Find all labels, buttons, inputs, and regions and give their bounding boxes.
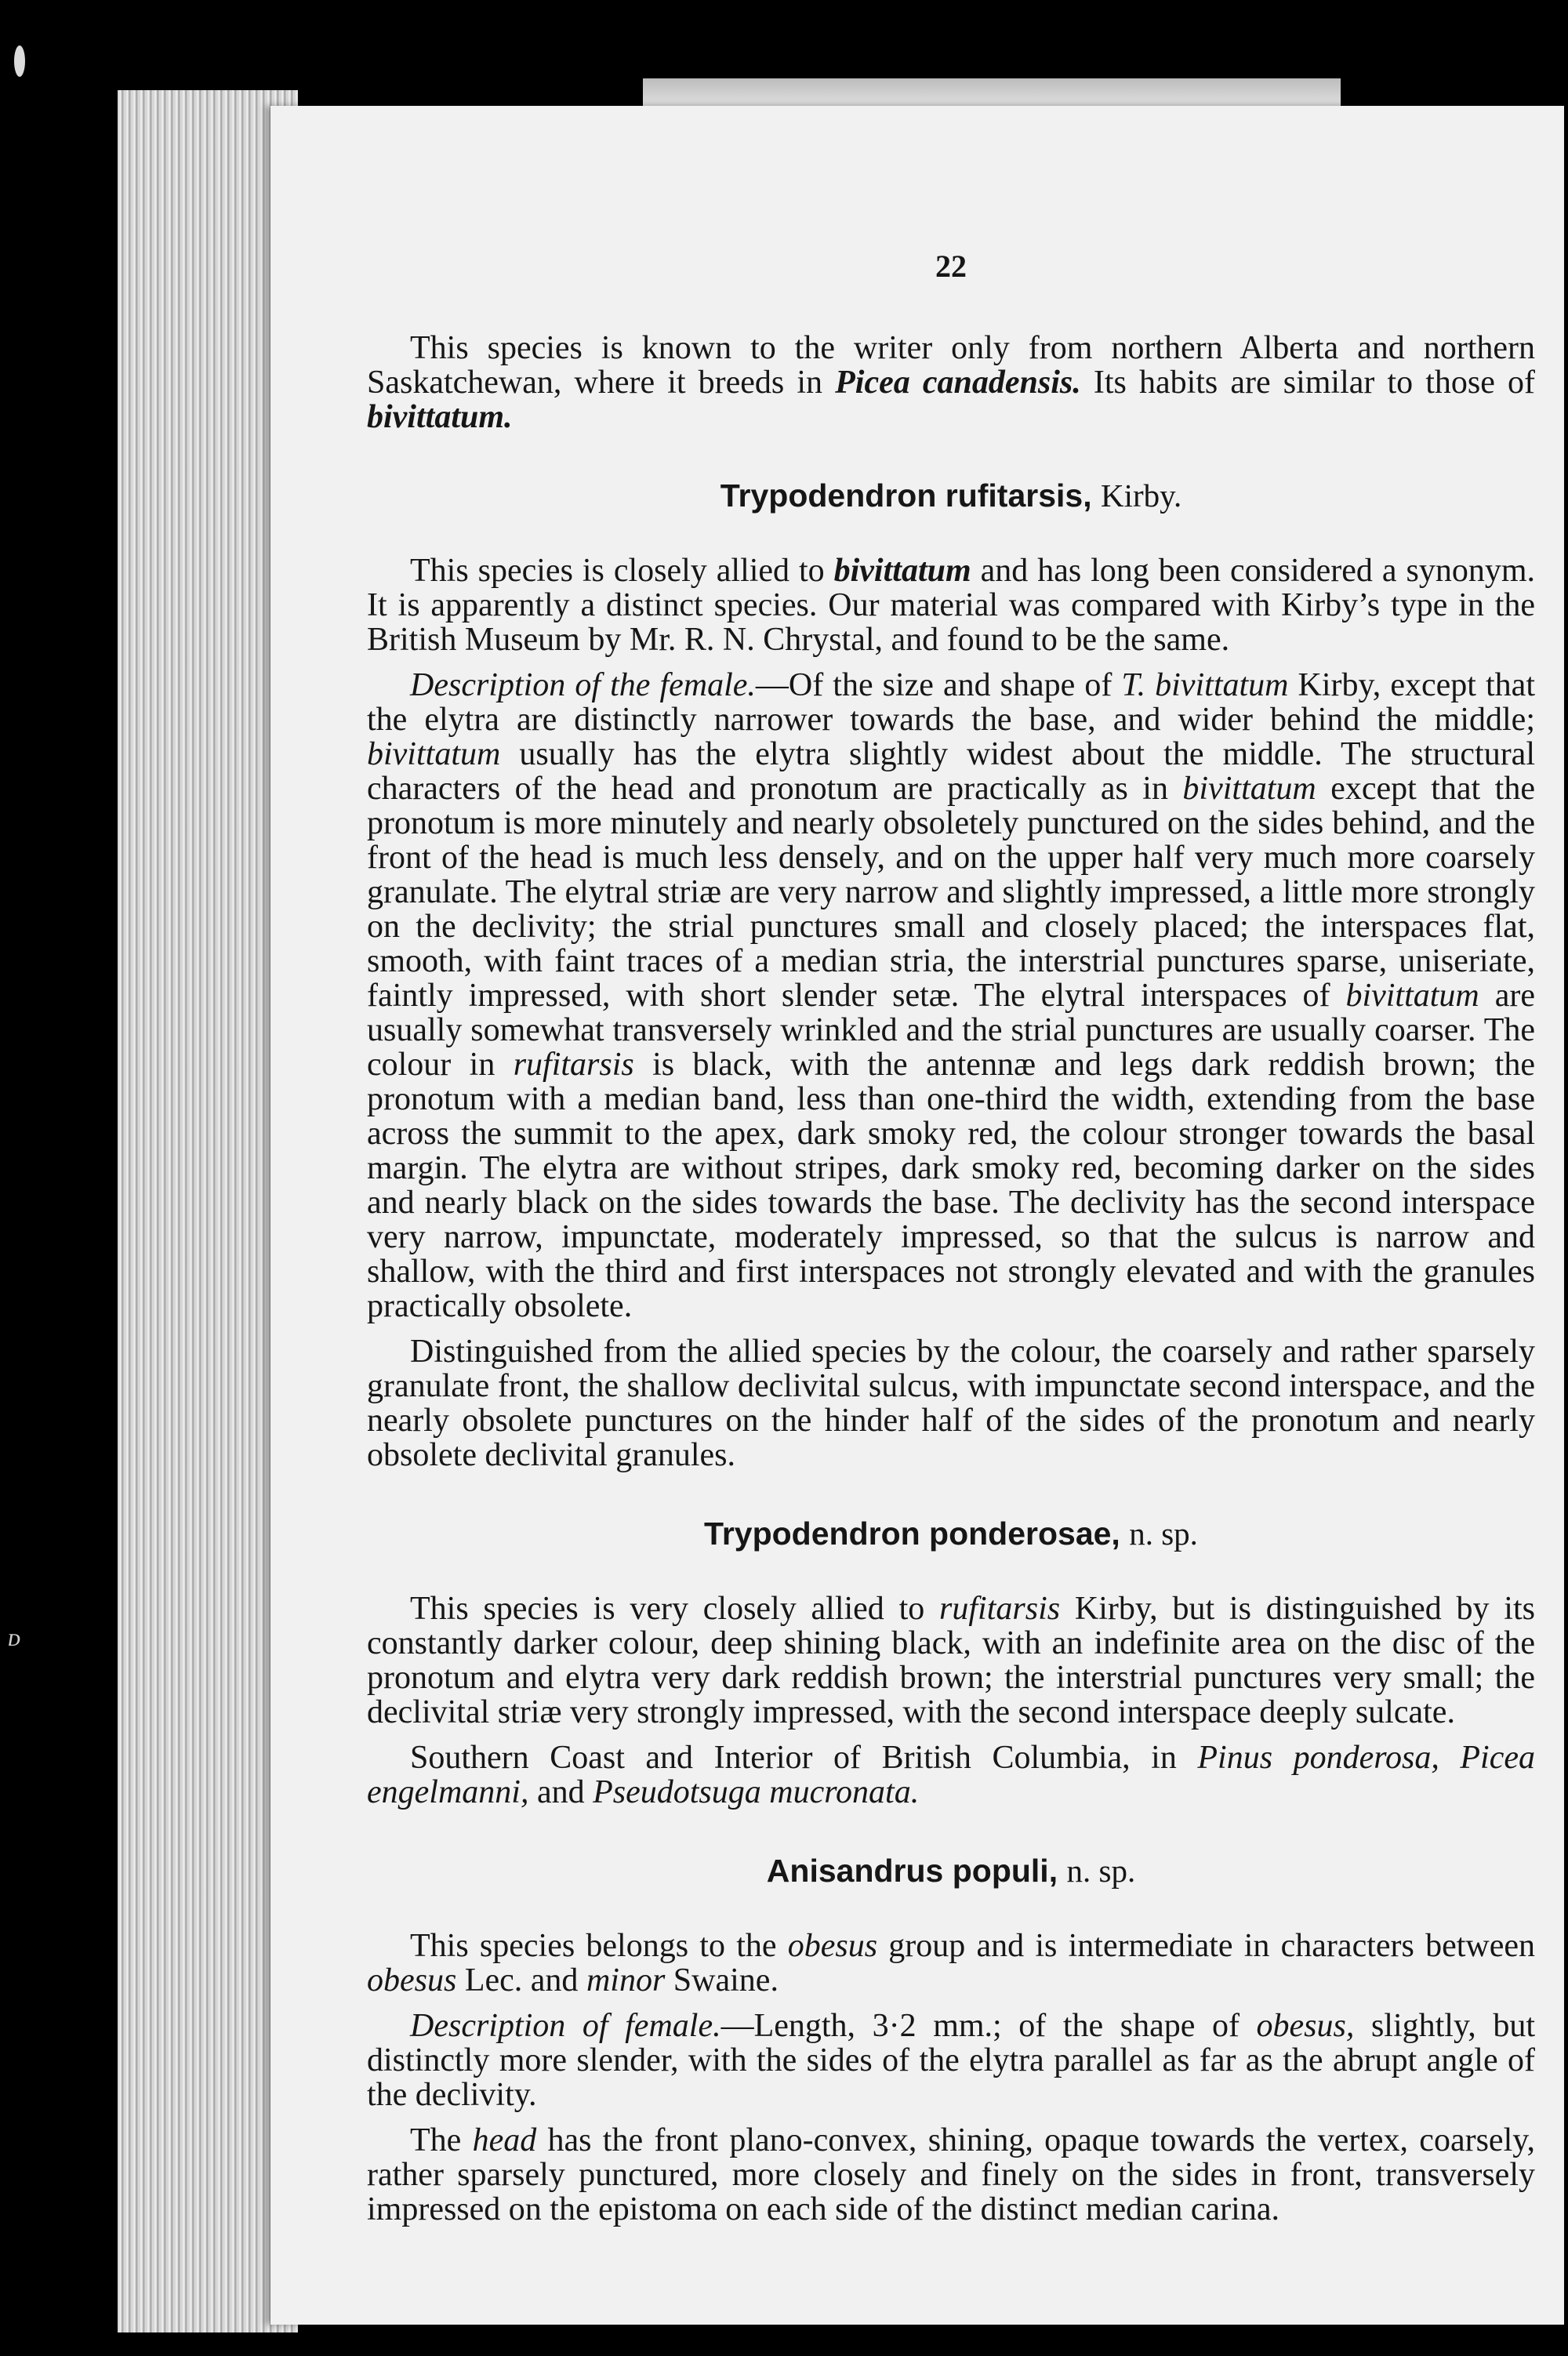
body-paragraph: This species is closely allied to bivittatum and has long been considered a synonym. It is apparently a distinct species. Our material was compared with Kirby’s type in the British Museum by Mr. R. N. Chrystal, and found to be the same. bbox=[367, 553, 1535, 658]
page-text bbox=[367, 235, 1535, 2238]
body-paragraph: This species is very closely allied to rufitarsis Kirby, but is distinguished by its constantly darker colour, deep shining black, with an indefinite area on the disc of the pronotum and elytra very dark reddish brown; the interstrial punctures very small; the declivital striæ very strongly impressed, with the second interspace deeply sulcate. bbox=[367, 1591, 1535, 1730]
species-heading: Anisandrus populi, n. sp. bbox=[766, 1853, 1136, 1889]
species-heading: Trypodendron ponderosae, n. sp. bbox=[704, 1516, 1198, 1552]
body-paragraph: This species belongs to the obesus group and is intermediate in characters between obesus Lec. and minor Swaine. bbox=[367, 1928, 1536, 1998]
margin-mark: ᴅ bbox=[8, 1623, 21, 1651]
body-paragraph: Southern Coast and Interior of British Columbia, in Pinus ponderosa, Picea engelmanni, and Pseudotsuga mucronata. bbox=[367, 1740, 1535, 1810]
scan-artifact bbox=[14, 45, 25, 77]
body-paragraph: Description of the female.—Of the size and shape of T. bivittatum Kirby, except that the elytra are distinctly narrower towards the base, and wider behind the middle; bivittatum usually has the elytra slightly widest about the middle. The structural characters of the head and pronotum are practically as in bivittatum except that the pronotum is more minutely and nearly obsoletely punctured on the sides behind, and the front of the head is much less densely, and on the upper half very much more coarsely granulate. The elytral striæ are very narrow and slightly impressed, a little more strongly on the declivity; the strial punctures small and closely placed; the interspaces flat, smooth, with faint traces of a median stria, the interstrial punctures sparse, uniseriate, faintly impressed, with short slender setæ. The elytral interspaces of bivittatum are usually somewhat transversely wrinkled and the strial punctures are usually coarser. The colour in rufitarsis is black, with the antennæ and legs dark reddish brown; the pronotum with a median band, less than one-third the width, extending from the base across the summit to the apex, dark smoky red, the colour stronger towards the basal margin. The elytra are without stripes, dark smoky red, becoming darker on the sides and nearly black on the sides towards the base. The declivity has the second interspace very narrow, impunctate, moderately impressed, so that the sulcus is narrow and shallow, with the third and first interspaces not strongly elevated and with the granules practically obsolete. bbox=[367, 667, 1535, 1324]
body-paragraph: Distinguished from the allied species by the colour, the coarsely and rather sparsely granulate front, the shallow declivital sulcus, with impunctate second interspace, and the nearly obsolete punctures on the hinder half of the sides of the pronotum and nearly obsolete declivital granules. bbox=[367, 1334, 1535, 1473]
species-heading: Trypodendron rufitarsis, Kirby. bbox=[720, 477, 1182, 514]
page-number: 22 bbox=[935, 249, 967, 284]
body-paragraph: Description of female.—Length, 3·2 mm.; of the shape of obesus, slightly, but distinctly more slender, with the sides of the elytra parallel as far as the abrupt angle of the declivity. bbox=[367, 2008, 1535, 2113]
body-paragraph: This species is known to the writer only from northern Alberta and northern Saskatchewan, where it breeds in Picea canadensis. Its habits are similar to those of bivittatum. bbox=[367, 330, 1536, 435]
body-paragraph: The head has the front plano-convex, shining, opaque towards the vertex, coarsely, rather sparsely punctured, more closely and finely on the sides in front, transversely impressed on the epistoma on each side of the distinct median carina. bbox=[367, 2122, 1536, 2227]
